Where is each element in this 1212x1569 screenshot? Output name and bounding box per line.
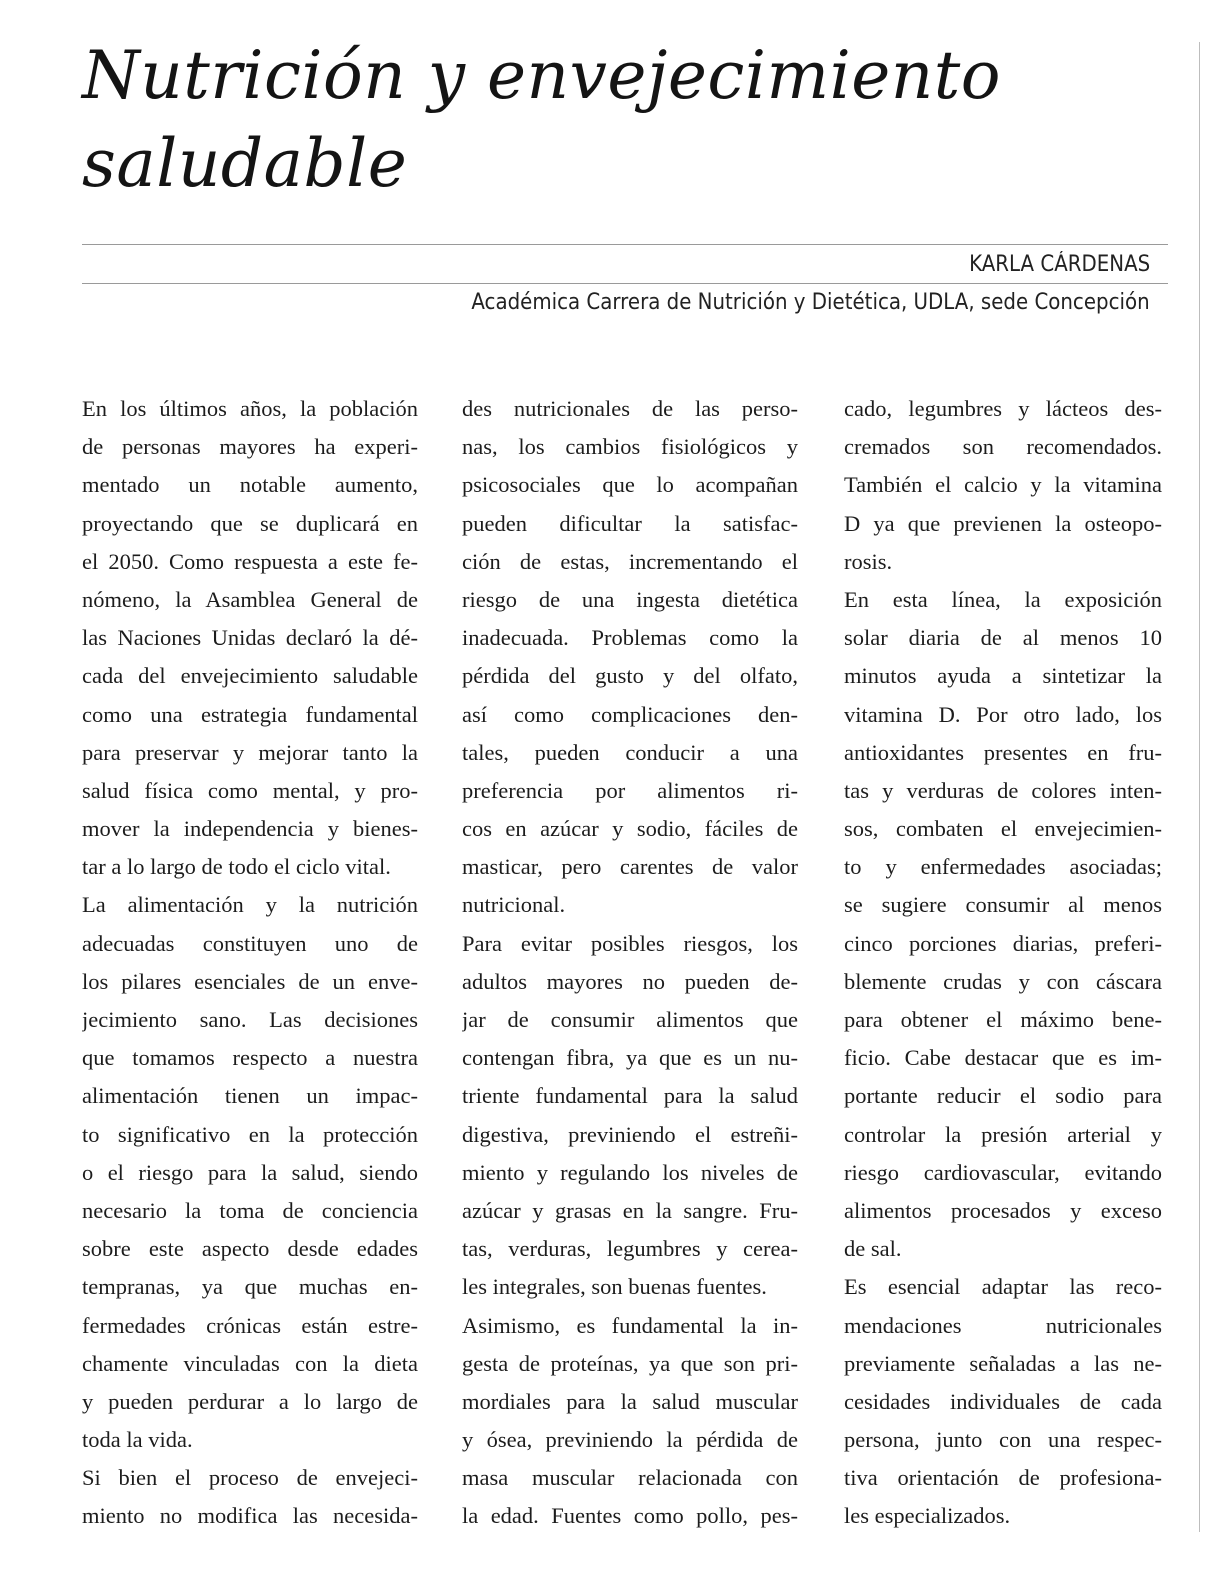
text-line: cinco porciones diarias, preferi-	[844, 930, 1162, 956]
text-line: se sugiere consumir al menos	[844, 892, 1162, 918]
text-line: jecimiento sano. Las decisiones	[82, 1007, 418, 1032]
text-line: En los últimos años, la población	[82, 396, 418, 421]
text-line: tiva orientación de profesiona-	[844, 1465, 1162, 1491]
text-line: cremados son recomendados.	[844, 434, 1162, 460]
text-line: triente fundamental para la salud	[462, 1083, 798, 1109]
text-line: mendaciones nutricionales	[844, 1312, 1162, 1338]
text-line: tas, verduras, legumbres y cerea-	[462, 1236, 798, 1262]
text-line: cos en azúcar y sodio, fáciles de	[462, 816, 798, 842]
text-line: adecuadas constituyen uno de	[82, 930, 418, 956]
text-line: riesgo de una ingesta dietética	[462, 586, 798, 612]
text-line: les integrales, son buenas fuentes.	[462, 1274, 767, 1300]
text-line: y pueden perdurar a lo largo de	[82, 1388, 418, 1414]
text-line: cada del envejecimiento saludable	[82, 663, 418, 689]
top-divider	[82, 244, 1168, 245]
text-line: des nutricionales de las perso-	[462, 396, 798, 421]
text-line: fermedades crónicas están estre-	[82, 1312, 418, 1338]
author-name: KARLA CÁRDENAS	[968, 252, 1150, 277]
text-line: portante reducir el sodio para	[844, 1083, 1162, 1109]
byline-divider	[82, 283, 1168, 284]
text-line: para obtener el máximo bene-	[844, 1007, 1162, 1032]
text-line: sos, combaten el envejecimien-	[844, 816, 1162, 842]
text-column-3	[844, 390, 1162, 1536]
text-line: ficio. Cabe destacar que es im-	[844, 1045, 1162, 1071]
text-line: nómeno, la Asamblea General de	[82, 586, 418, 612]
text-line: de personas mayores ha experi-	[82, 434, 418, 460]
text-line: nutricional.	[462, 892, 566, 918]
text-line: como una estrategia fundamental	[82, 701, 418, 727]
text-line: rosis.	[844, 548, 893, 574]
text-line: to y enfermedades asociadas;	[844, 854, 1162, 880]
text-line: Es esencial adaptar las reco-	[844, 1274, 1162, 1300]
text-line: Asimismo, es fundamental la in-	[462, 1312, 798, 1338]
text-line: nas, los cambios fisiológicos y	[462, 434, 798, 460]
text-line: También el calcio y la vitamina	[844, 472, 1162, 498]
text-line: miento y regulando los niveles de	[462, 1159, 798, 1185]
text-line: los pilares esenciales de un enve-	[82, 968, 418, 994]
text-line: to significativo en la protección	[82, 1121, 418, 1147]
text-line: el 2050. Como respuesta a este fe-	[82, 548, 418, 574]
text-line: mentado un notable aumento,	[82, 472, 418, 498]
text-line: tempranas, ya que muchas en-	[82, 1274, 418, 1300]
text-line: salud física como mental, y pro-	[82, 777, 418, 803]
text-line: las Naciones Unidas declaró la dé-	[82, 625, 418, 651]
text-line: la edad. Fuentes como pollo, pes-	[462, 1503, 798, 1529]
text-line: riesgo cardiovascular, evitando	[844, 1159, 1162, 1185]
text-line: La alimentación y la nutrición	[82, 892, 418, 918]
text-line: jar de consumir alimentos que	[462, 1007, 798, 1032]
text-line: azúcar y grasas en la sangre. Fru-	[462, 1197, 798, 1223]
text-line: les especializados.	[844, 1503, 1011, 1529]
text-line: masticar, pero carentes de valor	[462, 854, 798, 880]
text-line: solar diaria de al menos 10	[844, 625, 1162, 651]
text-line: adultos mayores no pueden de-	[462, 968, 798, 994]
text-line: sobre este aspecto desde edades	[82, 1236, 418, 1262]
text-line: gesta de proteínas, ya que son pri-	[462, 1350, 798, 1376]
text-line: así como complicaciones den-	[462, 701, 798, 727]
text-line: o el riesgo para la salud, siendo	[82, 1159, 418, 1185]
text-line: pérdida del gusto y del olfato,	[462, 663, 798, 689]
text-column-1	[82, 390, 418, 1536]
text-line: D ya que previenen la osteopo-	[844, 510, 1162, 536]
text-line: Para evitar posibles riesgos, los	[462, 930, 798, 956]
text-line: masa muscular relacionada con	[462, 1465, 798, 1491]
text-line: alimentos procesados y exceso	[844, 1197, 1162, 1223]
page-edge-rule	[1199, 42, 1200, 1532]
text-line: necesario la toma de conciencia	[82, 1197, 418, 1223]
text-line: previamente señaladas a las ne-	[844, 1350, 1162, 1376]
text-line: psicosociales que lo acompañan	[462, 472, 798, 498]
text-line: miento no modifica las necesida-	[82, 1503, 418, 1529]
text-line: alimentación tienen un impac-	[82, 1083, 418, 1109]
text-line: y ósea, previniendo la pérdida de	[462, 1427, 798, 1453]
text-line: controlar la presión arterial y	[844, 1121, 1162, 1147]
text-line: mordiales para la salud muscular	[462, 1388, 798, 1414]
text-line: preferencia por alimentos ri-	[462, 777, 798, 803]
text-line: mover la independencia y bienes-	[82, 816, 418, 842]
text-line: cesidades individuales de cada	[844, 1388, 1162, 1414]
text-line: inadecuada. Problemas como la	[462, 625, 798, 651]
text-column-2	[462, 390, 798, 1536]
text-line: pueden dificultar la satisfac-	[462, 510, 798, 536]
text-line: de sal.	[844, 1236, 902, 1262]
text-line: antioxidantes presentes en fru-	[844, 739, 1162, 765]
text-line: proyectando que se duplicará en	[82, 510, 418, 536]
text-line: tar a lo largo de todo el ciclo vital.	[82, 854, 391, 880]
text-line: En esta línea, la exposición	[844, 586, 1162, 612]
text-line: persona, junto con una respec-	[844, 1427, 1162, 1453]
text-line: tas y verduras de colores inten-	[844, 777, 1162, 803]
text-line: que tomamos respecto a nuestra	[82, 1045, 418, 1071]
text-line: blemente crudas y con cáscara	[844, 968, 1162, 994]
text-line: cado, legumbres y lácteos des-	[844, 396, 1162, 421]
text-line: digestiva, previniendo el estreñi-	[462, 1121, 798, 1147]
author-affiliation: Académica Carrera de Nutrición y Dietética, UDLA, sede Concepción	[471, 290, 1150, 315]
text-line: para preservar y mejorar tanto la	[82, 739, 418, 765]
text-line: tales, pueden conducir a una	[462, 739, 798, 765]
text-line: ción de estas, incrementando el	[462, 548, 798, 574]
article-title: Nutrición y envejecimiento saludable	[82, 37, 1002, 202]
text-line: vitamina D. Por otro lado, los	[844, 701, 1162, 727]
text-line: minutos ayuda a sintetizar la	[844, 663, 1162, 689]
text-line: chamente vinculadas con la dieta	[82, 1350, 418, 1376]
text-line: Si bien el proceso de envejeci-	[82, 1465, 418, 1491]
text-line: toda la vida.	[82, 1427, 193, 1453]
text-line: contengan fibra, ya que es un nu-	[462, 1045, 798, 1071]
